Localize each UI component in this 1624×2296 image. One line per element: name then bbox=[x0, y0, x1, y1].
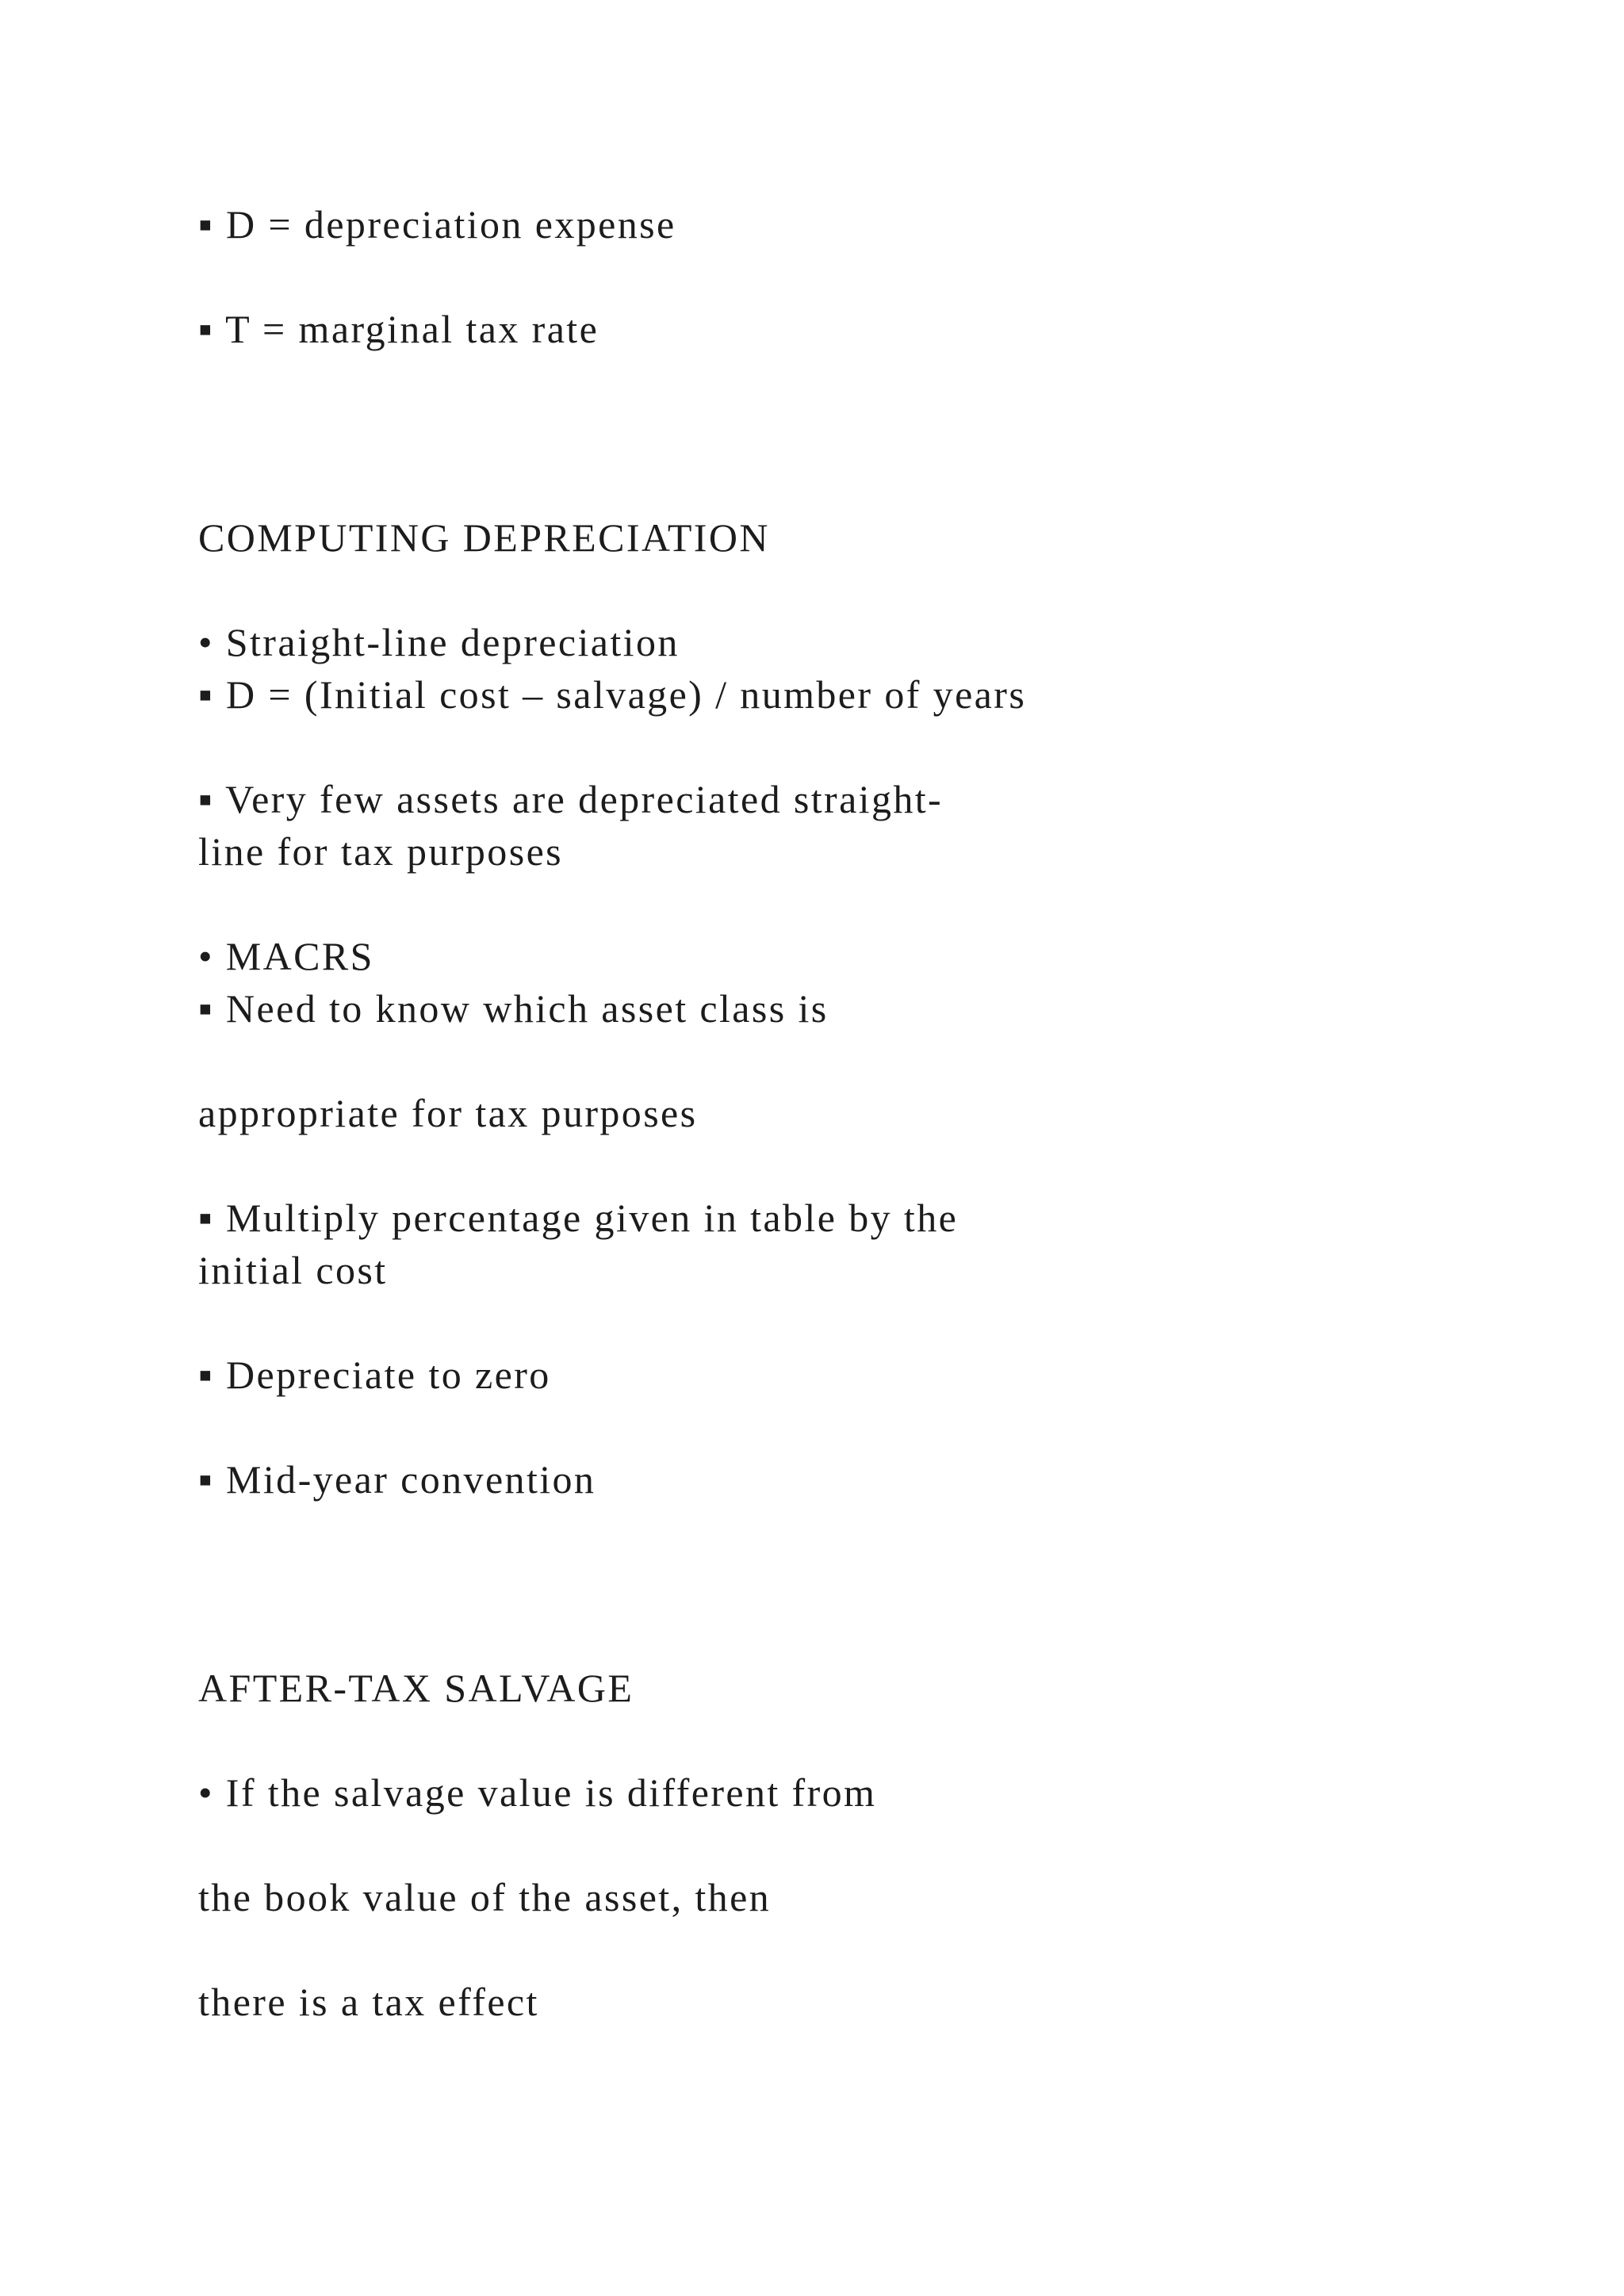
few-assets-text-line1: ▪ Very few assets are depreciated straight- bbox=[198, 777, 944, 821]
tax-rate-definition: ▪ T = marginal tax rate bbox=[198, 307, 599, 351]
asset-class-text-line1: ▪ Need to know which asset class is bbox=[198, 986, 829, 1031]
salvage-text-line1: • If the salvage value is different from bbox=[198, 1770, 877, 1815]
few-assets-text-line2: line for tax purposes bbox=[198, 829, 564, 874]
straight-line-bullet: • Straight-line depreciation bbox=[198, 620, 680, 664]
multiply-percentage-line2: initial cost bbox=[198, 1248, 388, 1292]
mid-year-convention-bullet: ▪ Mid-year convention bbox=[198, 1457, 596, 1502]
asset-class-text-line2: appropriate for tax purposes bbox=[198, 1091, 698, 1135]
straight-line-formula: ▪ D = (Initial cost – salvage) / number of years bbox=[198, 672, 1027, 717]
computing-depreciation-heading: COMPUTING DEPRECIATION bbox=[198, 515, 770, 560]
salvage-text-line2: the book value of the asset, then bbox=[198, 1875, 772, 1919]
multiply-percentage-line1: ▪ Multiply percentage given in table by the bbox=[198, 1196, 959, 1240]
depreciation-expense-definition: ▪ D = depreciation expense bbox=[198, 202, 676, 247]
depreciate-to-zero-bullet: ▪ Depreciate to zero bbox=[198, 1353, 551, 1397]
macrs-bullet: • MACRS bbox=[198, 934, 374, 978]
after-tax-salvage-heading: AFTER-TAX SALVAGE bbox=[198, 1666, 634, 1710]
salvage-text-line3: there is a tax effect bbox=[198, 1980, 539, 2024]
